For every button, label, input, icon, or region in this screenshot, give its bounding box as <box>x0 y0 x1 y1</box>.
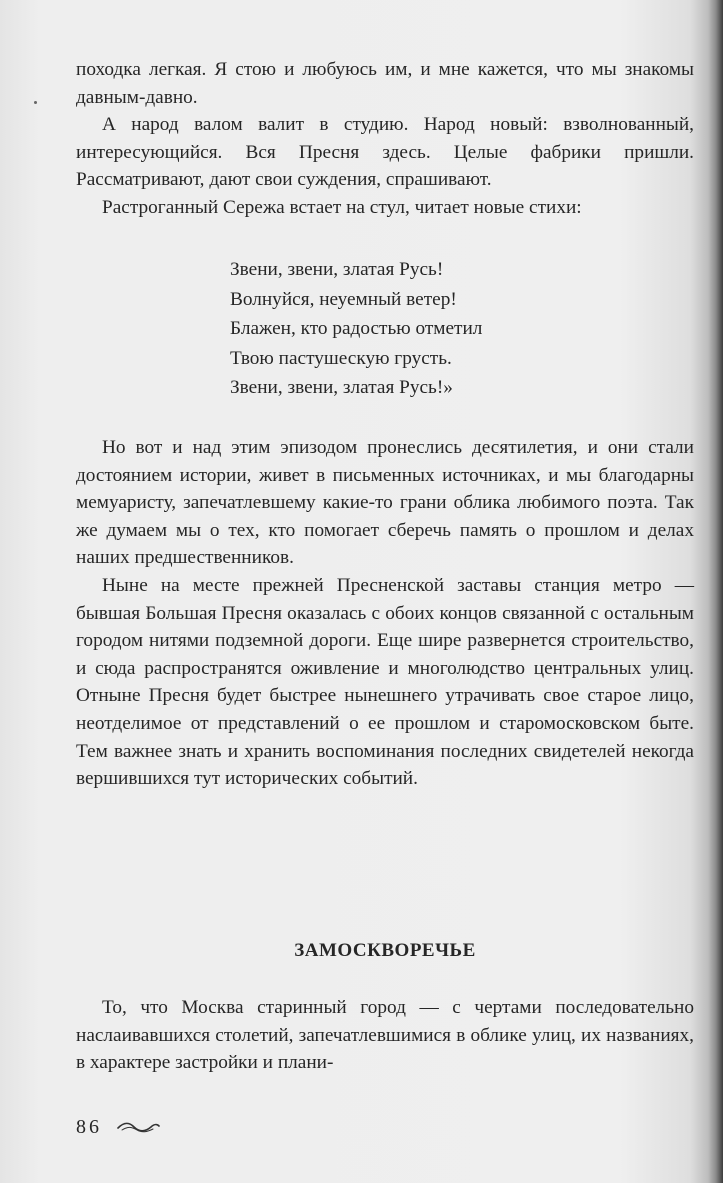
middle-text-block <box>76 434 694 793</box>
paragraph: Растроганный Сережа встает на стул, читает новые стихи: <box>102 196 582 218</box>
paragraph: походка легкая. Я стою и любуюсь им, и мне кажется, что мы знакомы давным-давно. <box>76 59 694 108</box>
page-footer <box>76 1111 160 1143</box>
poem-line: Звени, звени, златая Русь!» <box>230 377 453 398</box>
poem-line: Волнуйся, неуемный ветер! <box>230 288 457 310</box>
wave-flourish-icon <box>116 1119 160 1135</box>
poem-line: Твою пастушескую грусть. <box>230 347 452 369</box>
bottom-text-block <box>76 994 694 1077</box>
section-title: ЗАМОСКВОРЕЧЬЕ <box>294 940 476 961</box>
paragraph: Ныне на месте прежней Пресненской заставы станция метро — бывшая Большая Пресня оказалась с обоих концов связанной с остальным городом нитями подземной дороги. Еще шире развернется строительство, и сюда распространятся оживление и многолюдство центральных улиц. Отныне Пресня будет быстрее нынешнего утрачивать свое старое лицо, неотделимое от представлений о ее прошлом и старомосковском быте. Тем важнее знать и хранить воспоминания последних свидетелей некогда вершившихся тут исторических событий. <box>76 574 694 790</box>
poem-line: Блажен, кто радостью отметил <box>230 318 483 339</box>
top-text-block <box>76 56 694 222</box>
paragraph: А народ валом валит в студию. Народ новый: взволнованный, интересующийся. Вся Пресня здесь. Целые фабрики пришли. Рассматривают, дают свои суждения, спрашивают. <box>76 114 694 191</box>
paragraph: То, что Москва старинный город — с чертами последовательно наслаивавшихся столетий, запечатлевшимися в облике улиц, их названиях, в характере застройки и плани- <box>76 997 694 1074</box>
page-number: 86 <box>76 1115 102 1138</box>
poem-quote <box>230 255 482 403</box>
paragraph: Но вот и над этим эпизодом пронеслись десятилетия, и они стали достоянием истории, живет в письменных источниках, и мы благодарны мемуаристу, запечатлевшему какие-то грани облика любимого поэта. Так же думаем мы о тех, кто помогает сберечь память о прошлом и делах наших предшественников. <box>76 437 694 569</box>
print-speck <box>34 101 37 104</box>
poem-line: Звени, звени, златая Русь! <box>230 259 444 280</box>
